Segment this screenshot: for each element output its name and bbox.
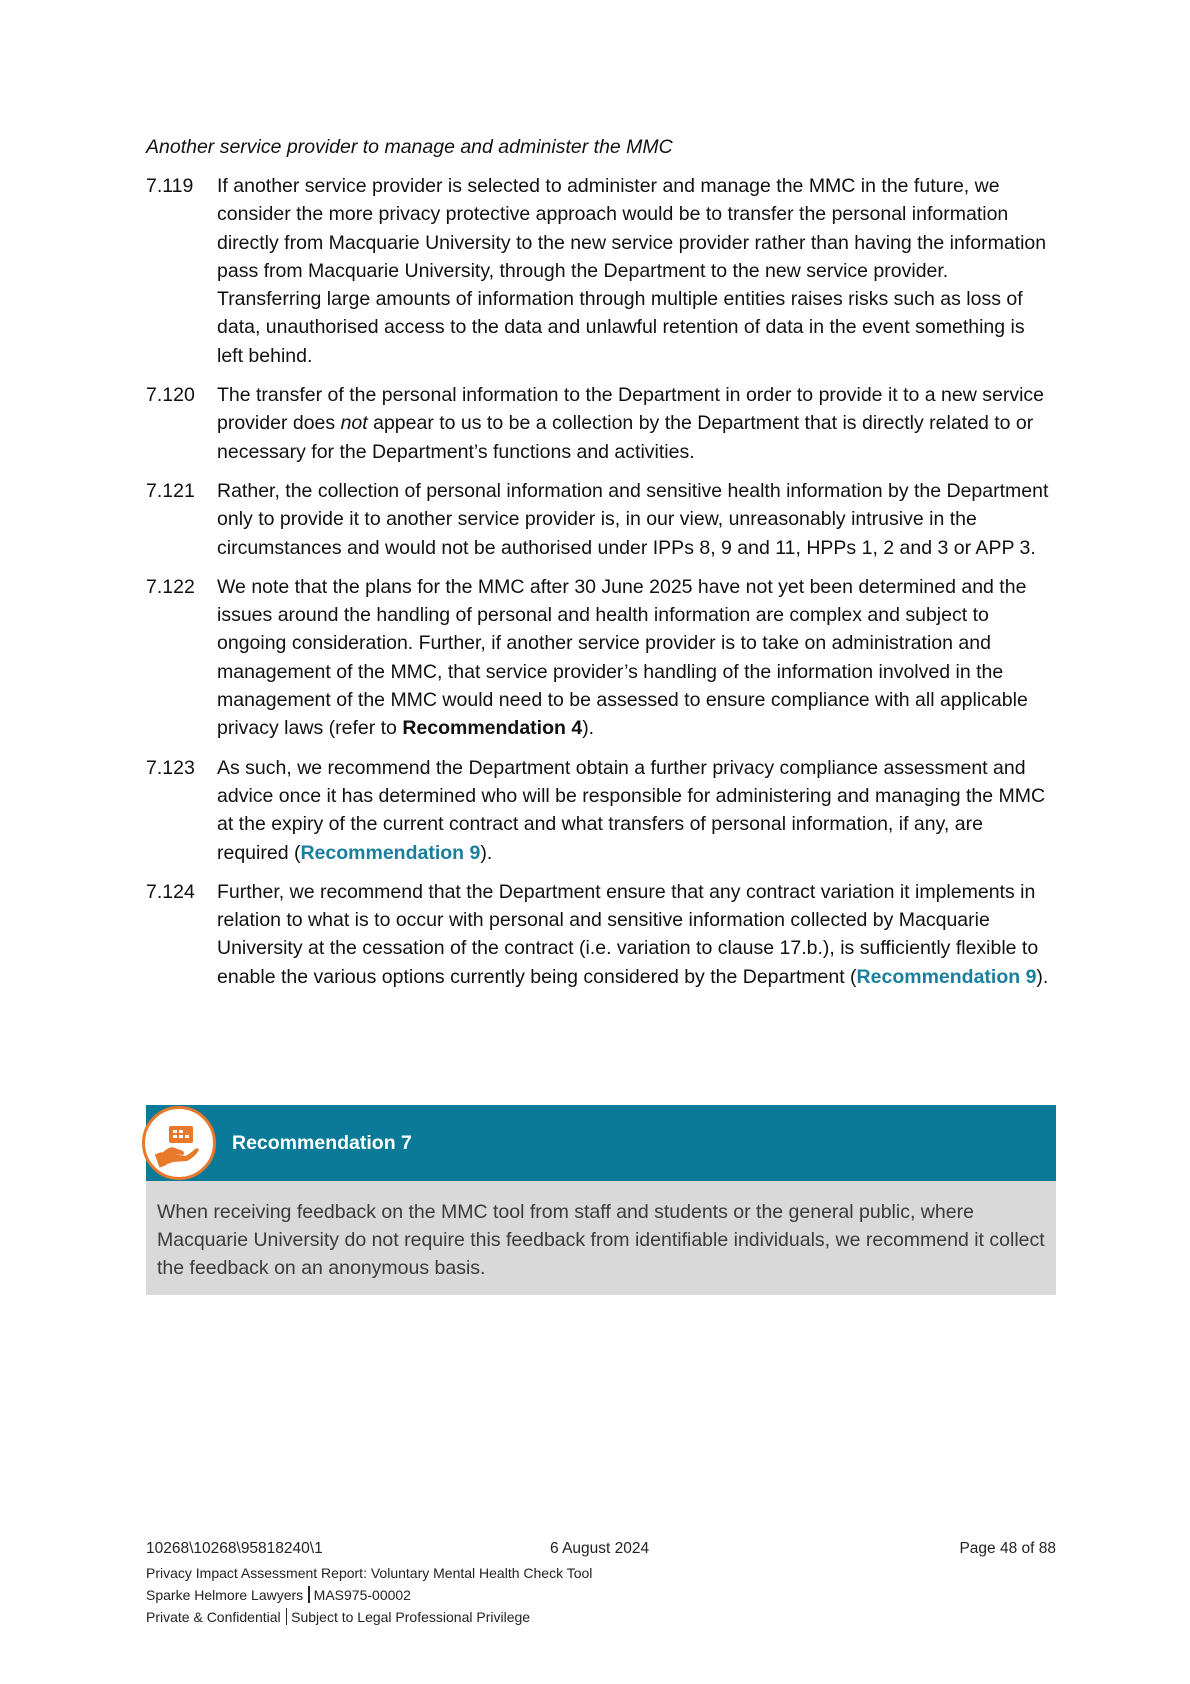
confidential-label: Private & Confidential [146,1609,281,1625]
paragraph-text [217,878,1056,991]
text-run: ). [582,717,595,740]
firm-line [146,1584,1056,1606]
text-run: Further, we recommend that the Department ensure that any contract variation it implements in relation to what is to occur with personal and sensitive information collected by Macquarie University at the cessation of the contract (i.e. variation to clause 17.b.), is sufficiently flexible to enable the various options currently being considered by the Department ( [217,880,1039,988]
paragraph-number: 7.120 [146,384,195,407]
numbered-paragraphs [146,172,1056,1002]
report-title: Privacy Impact Assessment Report: Voluntary Mental Health Check Tool [146,1565,593,1581]
footer-top-row [146,1540,1056,1562]
paragraph-number: 7.121 [146,479,195,502]
paragraph-text [217,172,1056,370]
page-number: Page 48 of 88 [959,1540,1056,1557]
firm-name: Sparke Helmore Lawyers [146,1587,304,1603]
emphasis-text: not [340,412,368,435]
feedback-hand-icon [142,1106,216,1180]
paragraph-number: 7.124 [146,880,195,903]
privilege-label: Subject to Legal Professional Privilege [291,1609,531,1625]
paragraph-text [217,477,1056,562]
paragraph [146,381,1056,466]
confidentiality-line [146,1606,1056,1628]
paragraph-text [217,573,1056,743]
paragraph-text [217,381,1056,466]
text-run: ). [1036,965,1049,988]
paragraph-number: 7.123 [146,756,195,779]
text-run: ). [480,841,493,864]
text-run: The transfer of the personal information to the Department in order to provide it to a new service provider does [217,384,1045,435]
paragraph-number: 7.122 [146,575,195,598]
paragraph [146,172,1056,370]
paragraph [146,754,1056,867]
recommendation-title: Recommendation 7 [232,1132,412,1154]
document-reference: 10268\10268\95818240\1 [146,1540,323,1557]
matter-number: MAS975-00002 [313,1587,411,1603]
paragraph [146,477,1056,562]
recommendation-link[interactable]: Recommendation 9 [300,841,481,864]
text-run: appear to us to be a collection by the Department that is directly related to or necessary for the Department’s functions and activities. [217,412,1034,463]
paragraph [146,573,1056,743]
text-run: If another service provider is selected to administer and manage the MMC in the future, we consider the more privacy protective approach would be to transfer the personal information directly from Macquarie University to the new service provider rather than having the information pass from Macquarie University, through the Department to the new service provider. Transferring large amounts of information through multiple entities raises risks such as loss of data, unauthorised access to the data and unlawful retention of data in the event something is left behind. [217,175,1047,367]
recommendation-header [146,1105,1056,1181]
section-heading: Another service provider to manage and administer the MMC [146,136,673,158]
separator [286,1608,288,1625]
page-footer [146,1540,1056,1628]
separator [308,1586,310,1603]
paragraph-number: 7.119 [146,175,194,197]
recommendation-reference: Recommendation 4 [402,717,583,740]
text-run: We note that the plans for the MMC after 30 June 2025 have not yet been determined and the issues around the handling of personal and health information are complex and subject to ongoing consideration. Further, if another service provider is to take on administration and management of the MMC, that service provider’s handling of the information involved in the management of the MMC would need to be assessed to ensure compliance with all applicable privacy laws (refer to [217,575,1028,740]
recommendation-box [146,1105,1056,1295]
document-date: 6 August 2024 [550,1540,650,1557]
text-run: As such, we recommend the Department obtain a further privacy compliance assessment and advice once it has determined who will be responsible for administering and managing the MMC at the expiry of the current contract and what transfers of personal information, if any, are required ( [217,756,1046,864]
paragraph-text [217,754,1056,867]
text-run: Rather, the collection of personal information and sensitive health information by the Department only to provide it to another service provider is, in our view, unreasonably intrusive in the circumstances and would not be authorised under IPPs 8, 9 and 11, HPPs 1, 2 and 3 or APP 3. [217,479,1049,559]
paragraph [146,878,1056,991]
recommendation-link[interactable]: Recommendation 9 [856,965,1037,988]
recommendation-body: When receiving feedback on the MMC tool from staff and students or the general public, where Macquarie University do not require this feedback from identifiable individuals, we recommend it collect the feedback on an anonymous basis. [146,1181,1056,1295]
